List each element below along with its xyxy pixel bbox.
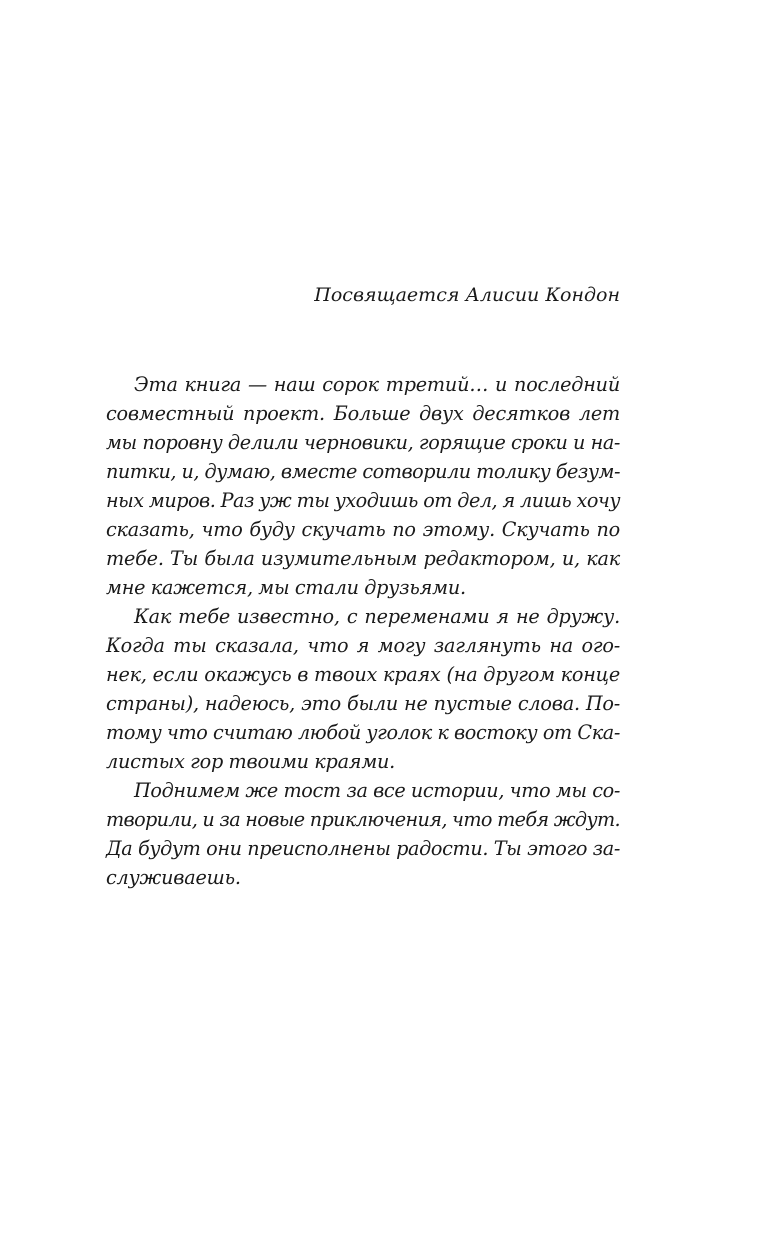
text-line: творили, и за новые приключения, что тебя ждут. [106, 808, 620, 831]
text-line: мы поровну делили черновики, горящие сроки и на- [106, 431, 620, 454]
paragraph-2 [106, 602, 620, 776]
text-line: Да будут они преисполнены радости. Ты этого за- [106, 837, 620, 860]
text-line: Эта книга — наш сорок третий… и последний [134, 373, 620, 396]
text-line: питки, и, думаю, вместе сотворили толику безум- [106, 460, 620, 483]
text-line: мне кажется, мы стали друзьями. [106, 576, 466, 599]
text-line: сказать, что буду скучать по этому. Скучать по [106, 518, 620, 541]
text-line: служиваешь. [106, 866, 241, 889]
dedication-letter [106, 370, 620, 892]
paragraph-1 [106, 370, 620, 602]
text-line: Как тебе известно, с переменами я не дружу. [134, 605, 620, 628]
text-line: Поднимем же тост за все истории, что мы со- [134, 779, 620, 802]
text-line: листых гор твоими краями. [106, 750, 396, 773]
text-line: Когда ты сказала, что я могу заглянуть на ого- [106, 634, 620, 657]
text-line: тебе. Ты была изумительным редактором, и, как [106, 547, 620, 570]
paragraph-3 [106, 776, 620, 892]
text-line: страны), надеюсь, это были не пустые слова. По- [106, 692, 620, 715]
text-line: нек, если окажусь в твоих краях (на другом конце [106, 663, 620, 686]
dedication: Посвящается Алисии Кондон [314, 284, 620, 306]
text-line: ных миров. Раз уж ты уходишь от дел, я лишь хочу [106, 489, 620, 512]
text-line: тому что считаю любой уголок к востоку от Ска- [106, 721, 620, 744]
text-line: совместный проект. Больше двух десятков лет [106, 402, 620, 425]
